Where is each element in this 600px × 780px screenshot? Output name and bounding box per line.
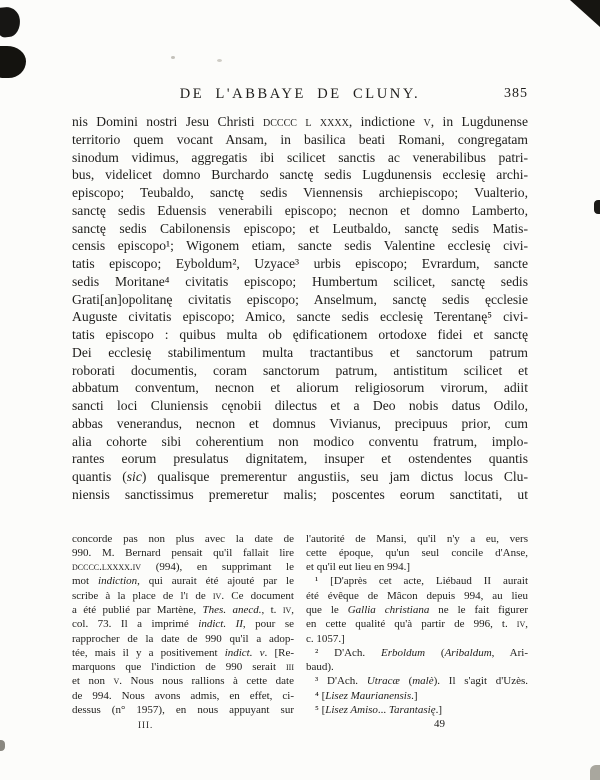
body-text-line: territorio quem vocant Ansam, in basilica beati Romani, congregatam	[72, 131, 528, 147]
scan-artifact-bottom-right	[590, 765, 600, 780]
footnote-line: dcccc.lxxxx.iv (994), en supprimant le	[72, 561, 294, 574]
footnote-line: ⁴ [Lisez Maurianensis.]	[315, 689, 418, 702]
body-text-line: bus, videlicet domno Burchardo sanctę sedis Lugdunensis ecclesię archi-	[72, 167, 528, 183]
page-number: 385	[504, 86, 528, 101]
scan-speck	[171, 56, 175, 59]
body-text-line: rantes eorum presulatus dignitatem, insuper et ostendentes quantis	[72, 451, 528, 467]
footnote-line: et qu'il eut lieu en 994.]	[306, 561, 411, 574]
volume-signature: III.	[138, 720, 154, 731]
footnote-line: que le Gallia christiana ne le fait figurer	[306, 603, 528, 616]
scan-artifact-left-edge	[0, 46, 26, 78]
body-text-line: episcopo; Teubaldo, sanctę sedis Viennensis archiepiscopo; Vualterio,	[72, 185, 528, 200]
footnote-line: dessus (n° 1957), en nous appuyant sur	[72, 704, 294, 717]
body-text-line: roborati documentis, coram sanctorum patrum, antistitum scilicet et	[72, 362, 528, 378]
body-text-line: niensis sanctissimus premeretur malis; poscentes eorum sanctitati, ut	[72, 486, 528, 502]
main-text	[72, 113, 528, 504]
page-header	[72, 86, 528, 103]
footnote-line: cette époque, qu'un seul concile d'Anse,	[306, 546, 528, 559]
scan-speck	[217, 59, 222, 62]
footnote-line: été évêque de Mâcon depuis 994, au lieu	[306, 589, 528, 602]
footnote-line: et non v. Nous nous rallions à cette date	[72, 675, 294, 688]
footnotes	[72, 532, 528, 718]
footnote-line: rapprocher de la date de 990 qu'il a adop-	[72, 632, 294, 645]
body-text-line: sanctę sedis Eduensis venerabili episcopo; necnon et domno Lamberto,	[72, 202, 528, 218]
body-text-line: sanctę sedis Cabilonensis episcopo; et Leutbaldo, sanctę sedis Matis-	[72, 220, 528, 236]
footnote-line: ⁵ [Lisez Amiso... Tarantasię.]	[315, 704, 443, 717]
footnote-line: concorde pas non plus avec la date de	[72, 532, 294, 545]
footnote-line: marquons que l'indiction de 990 serait iii	[72, 661, 294, 674]
footnote-column-right	[306, 532, 528, 718]
page-content	[72, 86, 528, 734]
body-text-line: abbatum conventum, necnon et aliorum religiosorum virorum, adiit	[72, 380, 528, 396]
footnote-line: mot indiction, qui aurait été ajouté par le	[72, 575, 294, 588]
footnote-line: baud).	[306, 661, 334, 674]
body-text-line: alia cohorte sibi coherentium non modico conventu fratrum, implo-	[72, 433, 528, 449]
footnote-line: tée, mais il y a positivement indict. v. [Re-	[72, 646, 295, 659]
footnote-line: l'autorité de Mansi, qu'il n'y a eu, vers	[306, 532, 528, 545]
body-text-line: Dei ecclesię stabilimentum multa tractantibus et sanctorum patrum	[72, 344, 528, 360]
running-title: DE L'ABBAYE DE CLUNY.	[179, 86, 421, 102]
footnote-line: a été publié par Martène, Thes. anecd., t. iv,	[72, 603, 295, 616]
body-text-line: tatis episcopo : quibus multa ob ędificationem ortodoxe fidei et sanctę	[72, 327, 528, 342]
footnote-line: ³ D'Ach. Utracæ (malè). Il s'agit d'Uzès.	[315, 675, 528, 688]
body-text-line: sinodum vidimus, aggregatis ibi scilicet sanctis ac venerabilibus patri-	[72, 149, 528, 165]
body-text-line: tatis episcopo; Eyboldum², Uzyace³ urbis episcopo; Evrardum, sancte	[72, 256, 528, 271]
body-text-line: censis episcopo¹; Wigonem etiam, sancte sedis Valentine ecclesię civi-	[72, 238, 528, 254]
body-text-line: Grati[an]opolitanę civitatis episcopo; Anselmum, sanctę sedis ęcclesie	[72, 291, 528, 307]
scan-artifact-bottom-left	[0, 740, 5, 751]
signature-row	[72, 718, 528, 734]
scan-artifact-top-left	[0, 6, 22, 38]
footnote-line: en cette qualité qu'à partir de 996, t. iv,	[306, 618, 528, 631]
body-text-line: sancti loci Cluniensis cęnobii dilectus et a Deo nobis datus Odilo,	[72, 398, 528, 413]
footnote-line: col. 73. Il a imprimé indict. II, pour se	[72, 618, 294, 631]
body-text-line: Auguste civitatis episcopo; Amico, sancte sedis ecclesię Terentanę⁵ civi-	[72, 309, 528, 325]
footnote-line: ² D'Ach. Erboldum (Aribaldum, Ari-	[315, 646, 528, 659]
quire-signature: 49	[434, 718, 445, 731]
footnote-line: de 994. Nous avons admis, en effet, ci-	[72, 689, 294, 702]
footnote-line: 990. M. Bernard pensait qu'il fallait lire	[72, 546, 294, 559]
body-text-line: quantis (sic) qualisque premerentur angustiis, seu jam dictus locus Clu-	[72, 469, 529, 484]
scan-artifact-top-right-corner	[570, 0, 600, 27]
footnote-line: scribe à la place de l'i de iv. Ce document	[72, 589, 294, 602]
footnote-column-left	[72, 532, 294, 718]
body-text-line: nis Domini nostri Jesu Christi dcccc l xxxx, indictione v, in Lugdunense	[72, 114, 529, 129]
scan-artifact-right-edge	[594, 200, 600, 214]
body-text-line: sedis Moritane⁴ civitatis episcopo; Humbertum scilicet, sanctę sedis	[72, 273, 528, 289]
footnote-line: c. 1057.]	[306, 632, 345, 645]
footnote-line: ¹ [D'après cet acte, Liébaud II aurait	[315, 575, 528, 588]
body-text-line: abbas venerandus, necnon et domnus Vivianus, precipuus prior, cum	[72, 415, 528, 431]
